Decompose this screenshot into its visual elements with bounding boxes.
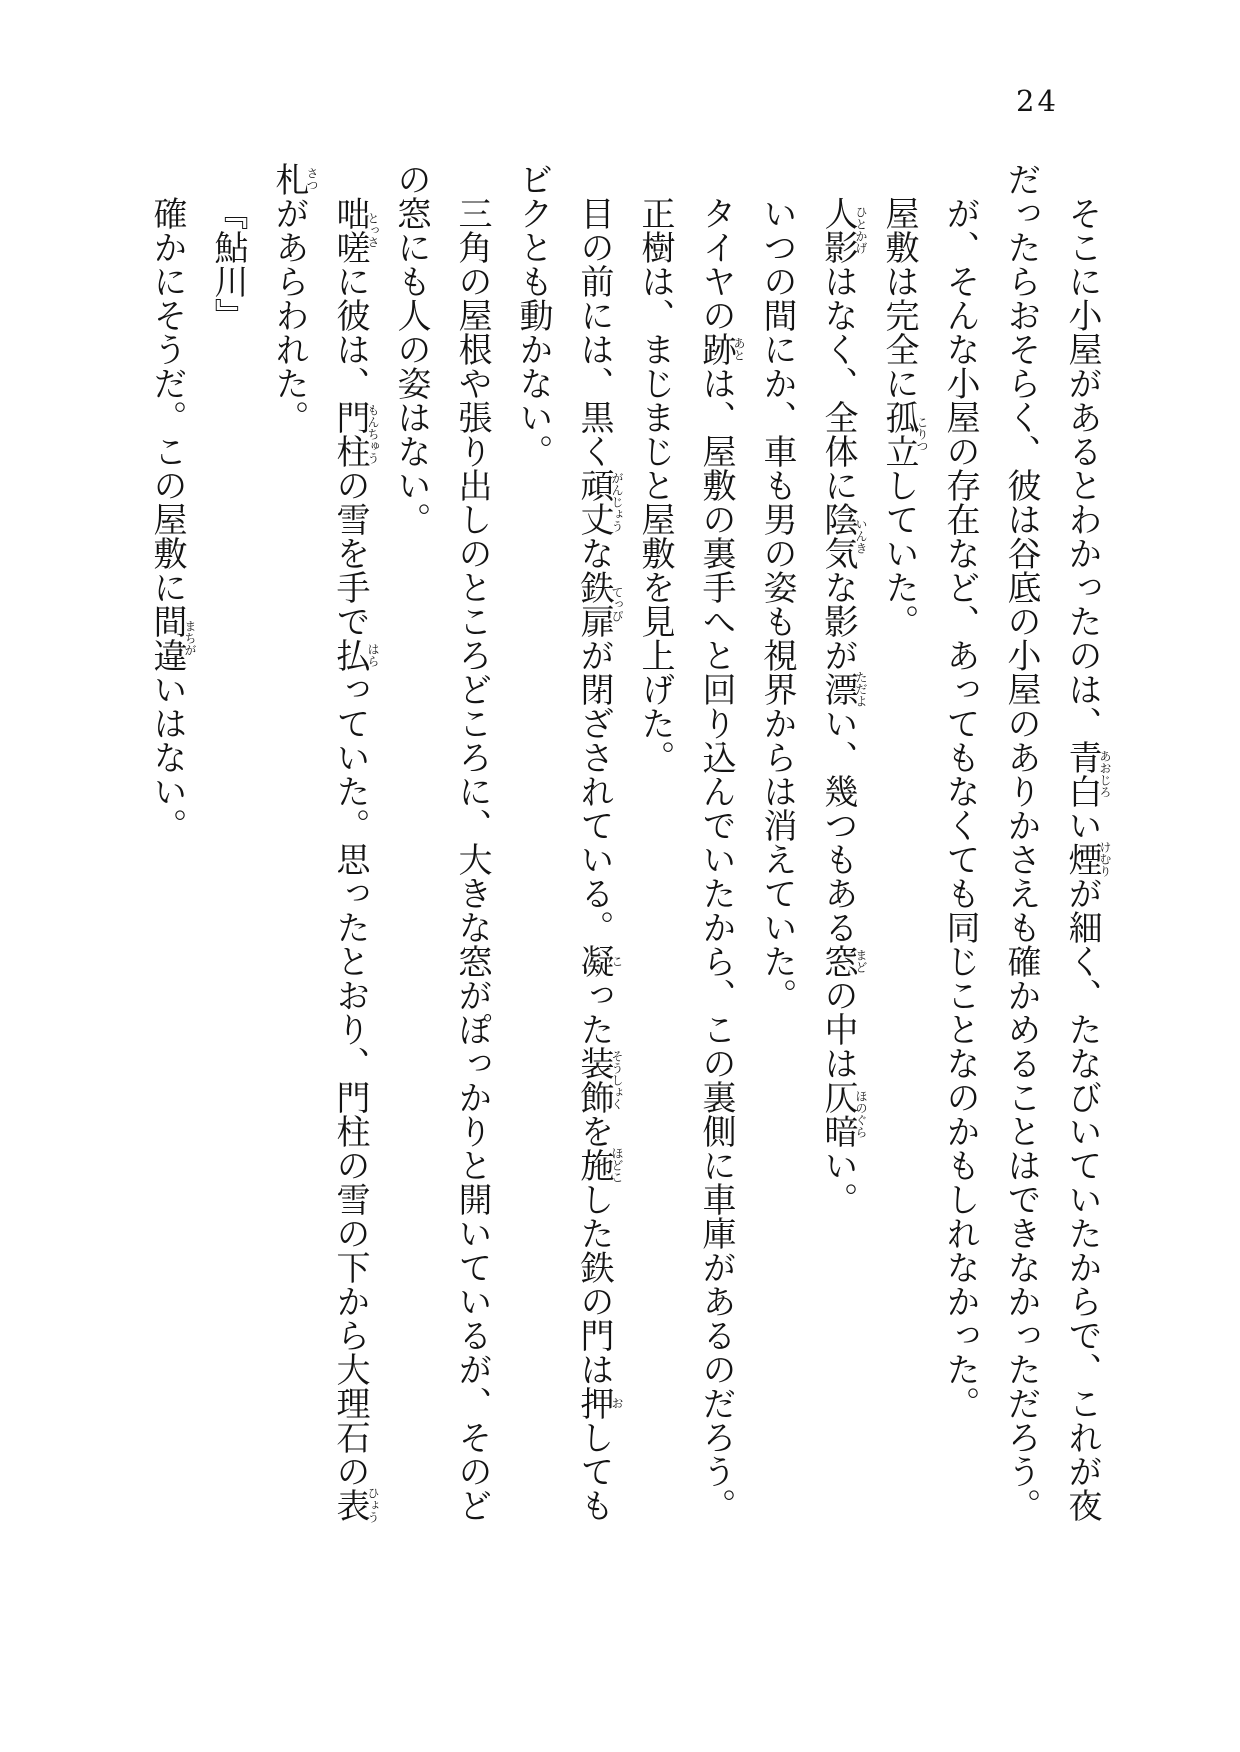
text-line: が、そんな小屋の存在など、あってもなくても同じことなのかもしれなかった。: [940, 196, 980, 1420]
text-line: 人影ひとかげはなく、全体に陰気いんきな影が漂ただよい、幾つもある窓まどの中は仄暗ほのぐらい。: [818, 196, 868, 1216]
text-column-container: [130, 162, 1112, 1522]
text-line: 屋敷は完全に孤立こりつしていた。: [879, 196, 929, 638]
text-line: ビクとも動かない。: [513, 162, 553, 468]
text-line: 三角の屋根や張り出しのところどころに、大きな窓がぽっかりと開いているが、そのど: [452, 196, 492, 1522]
text-line: 確かにそうだ。この屋敷に間違まちがいはない。: [147, 196, 197, 842]
page-number: 24: [1016, 84, 1059, 118]
text-line: 『鮎川』: [208, 196, 248, 332]
text-line: 咄嗟とっさに彼は、門柱もんちゅうの雪を手で払はらっていた。思ったとおり、門柱の雪の下から大理石の表ひょう: [330, 196, 380, 1523]
text-line: タイヤの跡あとは、屋敷の裏手へと回り込んでいたから、この裏側に車庫があるのだろう。: [696, 196, 746, 1522]
text-line: いつの間にか、車も男の姿も視界からは消えていた。: [757, 196, 797, 1012]
text-line: 正樹は、まじまじと屋敷を見上げた。: [635, 196, 675, 774]
text-line: だったらおそらく、彼は谷底の小屋のありかさえも確かめることはできなかっただろう。: [1001, 162, 1041, 1522]
text-line: 札さつがあらわれた。: [269, 162, 319, 434]
text-line: 目の前には、黒く頑丈がんじょうな鉄扉てっぴが閉ざされている。凝こった装飾そうしょくを施ほどこした鉄の門は押おしても: [574, 196, 624, 1522]
text-line: そこに小屋があるとわかったのは、青白あおじろい煙けむりが細く、たなびいていたからで、これが夜: [1062, 196, 1112, 1522]
text-line: の窓にも人の姿はない。: [391, 162, 431, 536]
